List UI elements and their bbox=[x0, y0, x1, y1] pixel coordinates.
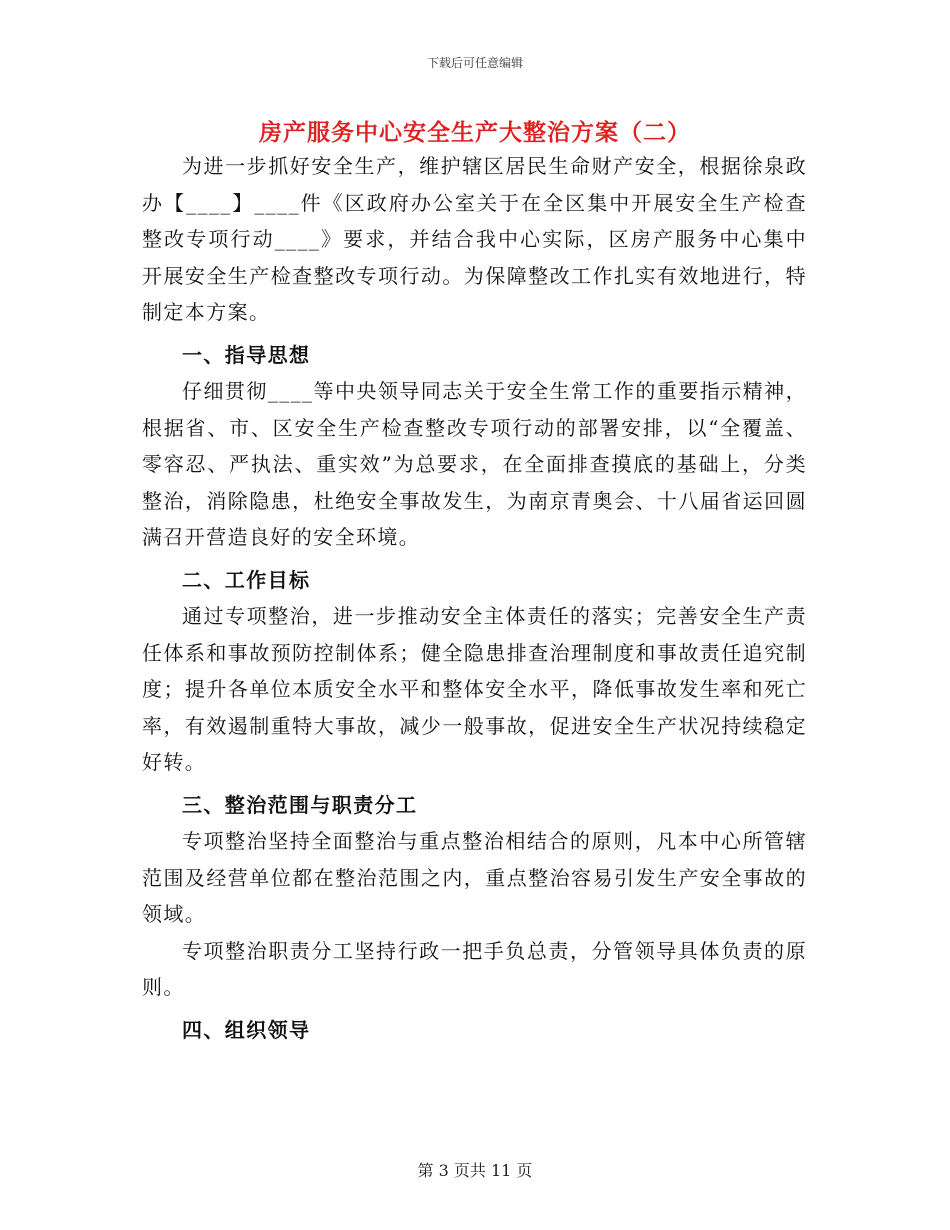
page-number: 第 3 页共 11 页 bbox=[417, 1161, 533, 1180]
section-paragraph-guiding-ideology: 仔细贯彻____等中央领导同志关于安全生常工作的重要指示精神，根据省、市、区安全生产检查整改专项行动的部署安排，以“全覆盖、零容忍、严执法、重实效”为总要求，在全面排查摸底的基础上，分类整治，消除隐患，杜绝安全事故发生，为南京青奥会、十八届省运回圆满召开营造良好的安全环境。 bbox=[142, 379, 807, 549]
section-heading-work-goals: 二、工作目标 bbox=[182, 567, 311, 592]
section-paragraph-work-goals: 通过专项整治，进一步推动安全主体责任的落实；完善安全生产责任体系和事故预防控制体系；健全隐患排查治理制度和事故责任追究制度；提升各单位本质安全水平和整体安全水平，降低事故发生率和死亡率，有效遏制重特大事故，减少一般事故，促进安全生产状况持续稳定好转。 bbox=[142, 604, 807, 774]
intro-paragraph: 为进一步抓好安全生产，维护辖区居民生命财产安全，根据徐泉政办【____】____件《区政府办公室关于在全区集中开展安全生产检查整改专项行动____》要求，并结合我中心实际，区房产服务中心集中开展安全生产检查整改专项行动。为保障整改工作扎实有效地进行，特制定本方案。 bbox=[142, 154, 807, 324]
section-heading-organization: 四、组织领导 bbox=[182, 1017, 311, 1042]
document-body bbox=[142, 148, 807, 1048]
section-paragraph-duties: 专项整治职责分工坚持行政一把手负总责，分管领导具体负责的原则。 bbox=[142, 938, 807, 999]
document-title: 房产服务中心安全生产大整治方案（二） bbox=[259, 119, 691, 146]
page-header-note: 下载后可任意编辑 bbox=[426, 56, 523, 70]
section-heading-scope-duties: 三、整治范围与职责分工 bbox=[182, 792, 418, 817]
section-paragraph-scope: 专项整治坚持全面整治与重点整治相结合的原则，凡本中心所管辖范围及经营单位都在整治范围之内，重点整治容易引发生产安全事故的领域。 bbox=[142, 829, 807, 926]
section-heading-guiding-ideology: 一、指导思想 bbox=[182, 342, 311, 367]
